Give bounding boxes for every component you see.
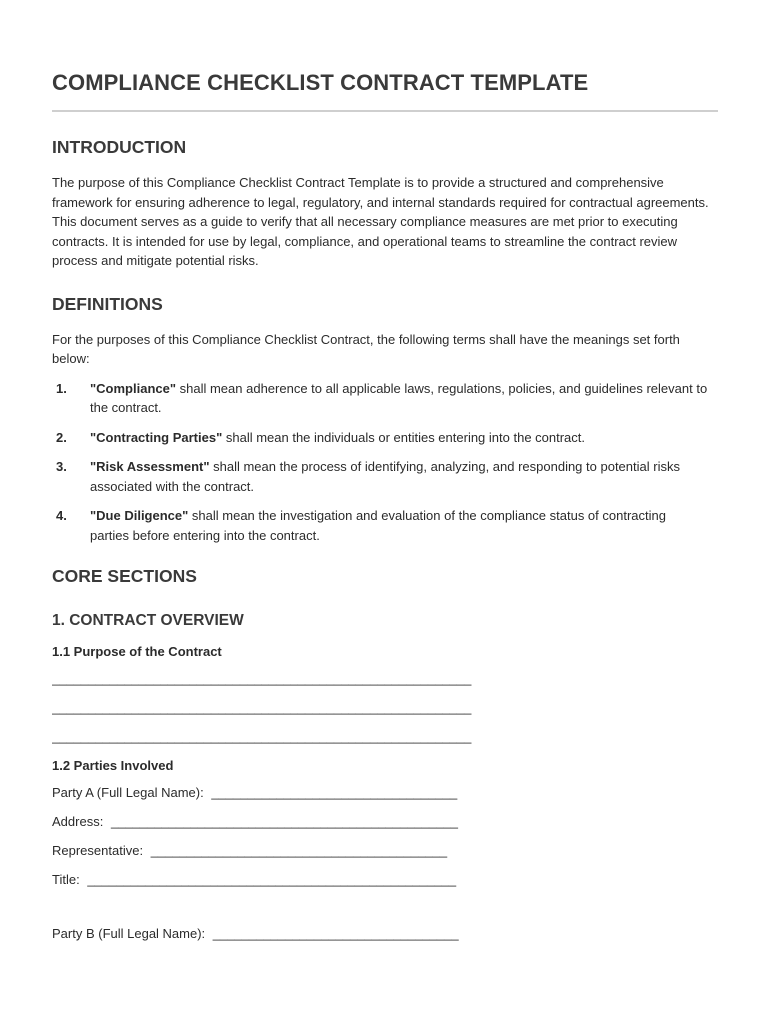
title-label: Title: [52,872,80,887]
party-a-field [52,784,718,802]
definition-item [52,506,718,545]
definition-body [90,428,718,448]
party-b-label: Party B (Full Legal Name): [52,926,206,941]
definition-number: 1. [56,380,67,396]
title-divider [52,110,718,112]
core-sections-heading: CORE SECTIONS [52,566,197,586]
definition-number: 2. [56,429,67,445]
title-field [52,871,718,889]
address-blank[interactable]: ________________________________________________ [110,814,458,829]
introduction-heading: INTRODUCTION [52,137,187,157]
definition-item [52,457,718,496]
definition-number: 3. [56,459,67,474]
definitions-heading: DEFINITIONS [52,293,163,314]
definition-term: "Due Diligence" [90,508,189,523]
party-a-label: Party A (Full Legal Name): [52,785,204,800]
parties-heading: 1.2 Parties Involved [52,758,174,773]
definitions-intro: For the purposes of this Compliance Checklist Contract, the following terms shall have the meanings set forth below: [52,331,680,366]
definition-text: shall mean the process of identifying, analyzing, and responding to potential risks associated with the contract. [90,459,680,494]
definition-term: "Contracting Parties" [90,429,223,445]
purpose-blank-line[interactable]: __________________________________________________________ [52,700,472,715]
definition-body [90,457,718,496]
purpose-blank-line[interactable]: __________________________________________________________ [52,671,472,686]
definition-number: 4. [56,508,67,523]
representative-label: Representative: [52,843,144,858]
definitions-list [52,379,718,546]
purpose-blank-lines [52,670,718,746]
address-label: Address: [52,814,104,829]
definition-item [52,428,718,448]
representative-blank[interactable]: _________________________________________ [150,843,448,858]
definition-item [52,379,718,418]
definition-term: "Risk Assessment" [90,459,210,474]
party-b-blank[interactable]: __________________________________ [212,926,459,941]
definition-text: shall mean the individuals or entities entering into the contract. [222,429,586,445]
definition-term: "Compliance" [90,380,177,396]
contract-overview-heading: 1. CONTRACT OVERVIEW [52,612,244,629]
document-title: COMPLIANCE CHECKLIST CONTRACT TEMPLATE [52,70,589,95]
address-field [52,813,718,831]
purpose-heading: 1.1 Purpose of the Contract [52,644,222,659]
introduction-text: The purpose of this Compliance Checklist Contract Template is to provide a structured and comprehensive framework for ensuring adherence to legal, regulatory, and internal standards required for contractual agreements. This document serves as a guide to verify that all necessary compliance measures are met prior to executing contracts. It is intended for use by legal, compliance, and operational teams to streamline the contract review process and mitigate potential risks. [52,175,709,268]
representative-field [52,842,718,860]
party-b-field [52,925,718,943]
definition-body [90,379,718,418]
definition-text: shall mean adherence to all applicable laws, regulations, policies, and guidelines relevant to the contract. [90,380,708,415]
definition-text: shall mean the investigation and evaluation of the compliance status of contracting parties before entering into the contract. [90,508,666,543]
party-a-blank[interactable]: __________________________________ [211,785,458,800]
title-blank[interactable]: ___________________________________________________ [87,872,457,887]
purpose-blank-line[interactable]: __________________________________________________________ [52,729,472,744]
definition-body [90,506,718,545]
